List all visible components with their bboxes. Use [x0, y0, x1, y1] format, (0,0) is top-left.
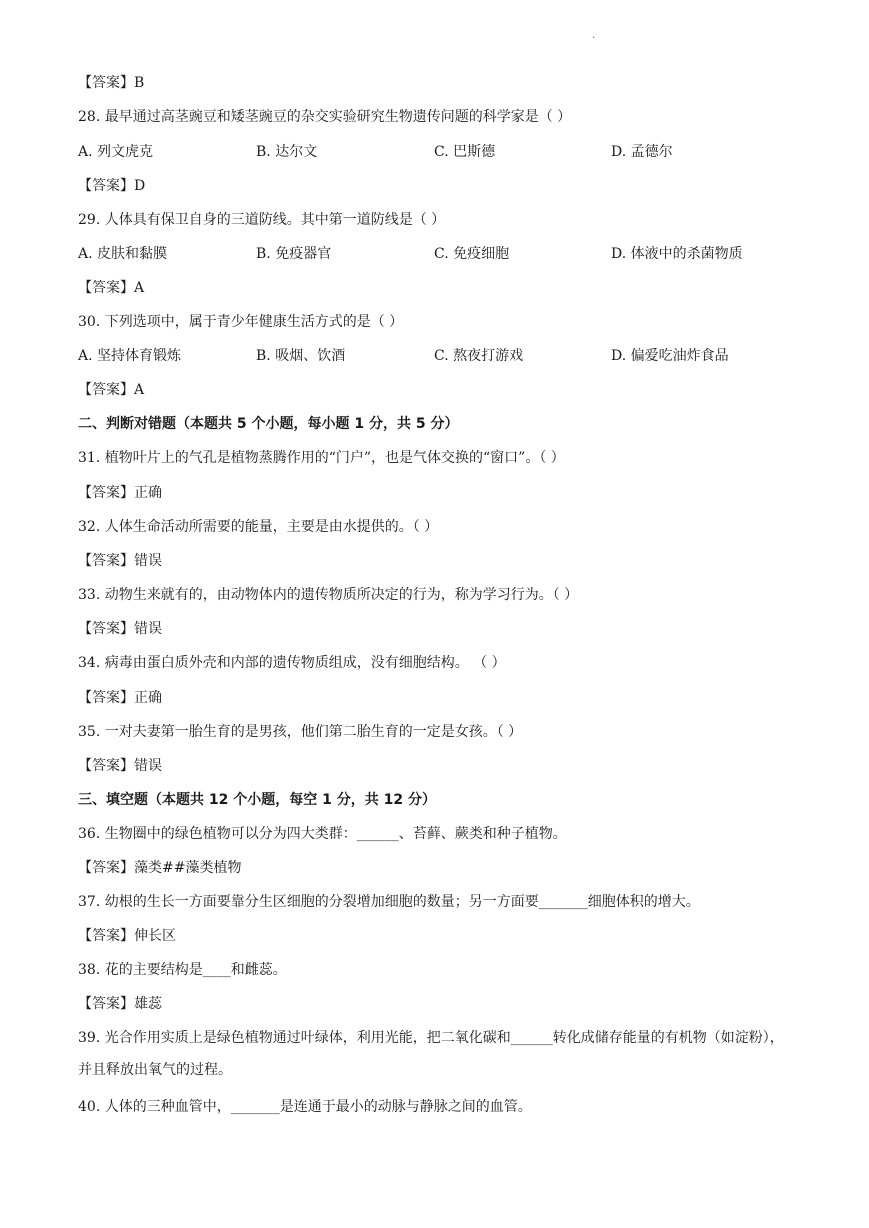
- question-37: 37. 幼根的生长一方面要靠分生区细胞的分裂增加细胞的数量；另一方面要_______细胞体积的增大。: [78, 894, 700, 910]
- question-33: 33. 动物生来就有的，由动物体内的遗传物质所决定的行为，称为学习行为。（ ）: [78, 587, 579, 603]
- option-a: A. 列文虎克: [78, 144, 154, 160]
- answer-37: 【答案】伸长区: [78, 928, 176, 944]
- options-28: [78, 142, 798, 162]
- answer-28: 【答案】D: [78, 178, 146, 194]
- option-d: D. 体液中的杀菌物质: [611, 246, 743, 262]
- question-39: 39. 光合作用实质上是绿色植物通过叶绿体，利用光能，把二氧化碳和______转化成储存能量的有机物（如淀粉），并且释放出氧气的过程。: [78, 1030, 784, 1078]
- section-3-heading: 三、填空题（本题共 12 个小题，每空 1 分，共 12 分）: [78, 792, 436, 808]
- question-40: 40. 人体的三种血管中，_______是连通于最小的动脉与静脉之间的血管。: [78, 1099, 532, 1115]
- answer-32: 【答案】错误: [78, 553, 162, 569]
- answer-34: 【答案】正确: [78, 690, 162, 706]
- question-28: 28. 最早通过高茎豌豆和矮茎豌豆的杂交实验研究生物遗传问题的科学家是（ ）: [78, 109, 572, 125]
- option-c: C. 熬夜打游戏: [434, 348, 524, 364]
- option-a: A. 皮肤和黏膜: [78, 246, 168, 262]
- answer-30: 【答案】A: [78, 382, 145, 398]
- question-30: 30. 下列选项中，属于青少年健康生活方式的是（ ）: [78, 314, 404, 330]
- option-a: A. 坚持体育锻炼: [78, 348, 182, 364]
- answer-33: 【答案】错误: [78, 621, 162, 637]
- option-c: C. 巴斯德: [434, 144, 496, 160]
- answer-27: 【答案】B: [78, 75, 145, 91]
- option-b: B. 达尔文: [256, 144, 318, 160]
- question-32: 32. 人体生命活动所需要的能量，主要是由水提供的。（ ）: [78, 519, 439, 535]
- options-29: [78, 244, 798, 264]
- question-36: 36. 生物圈中的绿色植物可以分为四大类群：______、苔藓、蕨类和种子植物。: [78, 826, 567, 842]
- answer-35: 【答案】错误: [78, 758, 162, 774]
- question-29: 29. 人体具有保卫自身的三道防线。其中第一道防线是（ ）: [78, 212, 446, 228]
- option-b: B. 免疫器官: [256, 246, 332, 262]
- option-d: D. 孟德尔: [611, 144, 673, 160]
- option-c: C. 免疫细胞: [434, 246, 510, 262]
- question-38: 38. 花的主要结构是____和雌蕊。: [78, 962, 287, 978]
- answer-38: 【答案】雄蕊: [78, 996, 162, 1012]
- answer-31: 【答案】正确: [78, 485, 162, 501]
- page-mark: .: [592, 30, 596, 41]
- section-2-heading: 二、判断对错题（本题共 5 个小题，每小题 1 分，共 5 分）: [78, 416, 459, 432]
- question-31: 31. 植物叶片上的气孔是植物蒸腾作用的“门户”，也是气体交换的“窗口”。（ ）: [78, 450, 565, 466]
- question-35: 35. 一对夫妻第一胎生育的是男孩，他们第二胎生育的一定是女孩。（ ）: [78, 724, 523, 740]
- option-b: B. 吸烟、饮酒: [256, 348, 346, 364]
- options-30: [78, 346, 798, 366]
- answer-29: 【答案】A: [78, 280, 145, 296]
- answer-36: 【答案】藻类##藻类植物: [78, 860, 242, 876]
- option-d: D. 偏爱吃油炸食品: [611, 348, 729, 364]
- question-34: 34. 病毒由蛋白质外壳和内部的遗传物质组成，没有细胞结构。 （ ）: [78, 655, 506, 671]
